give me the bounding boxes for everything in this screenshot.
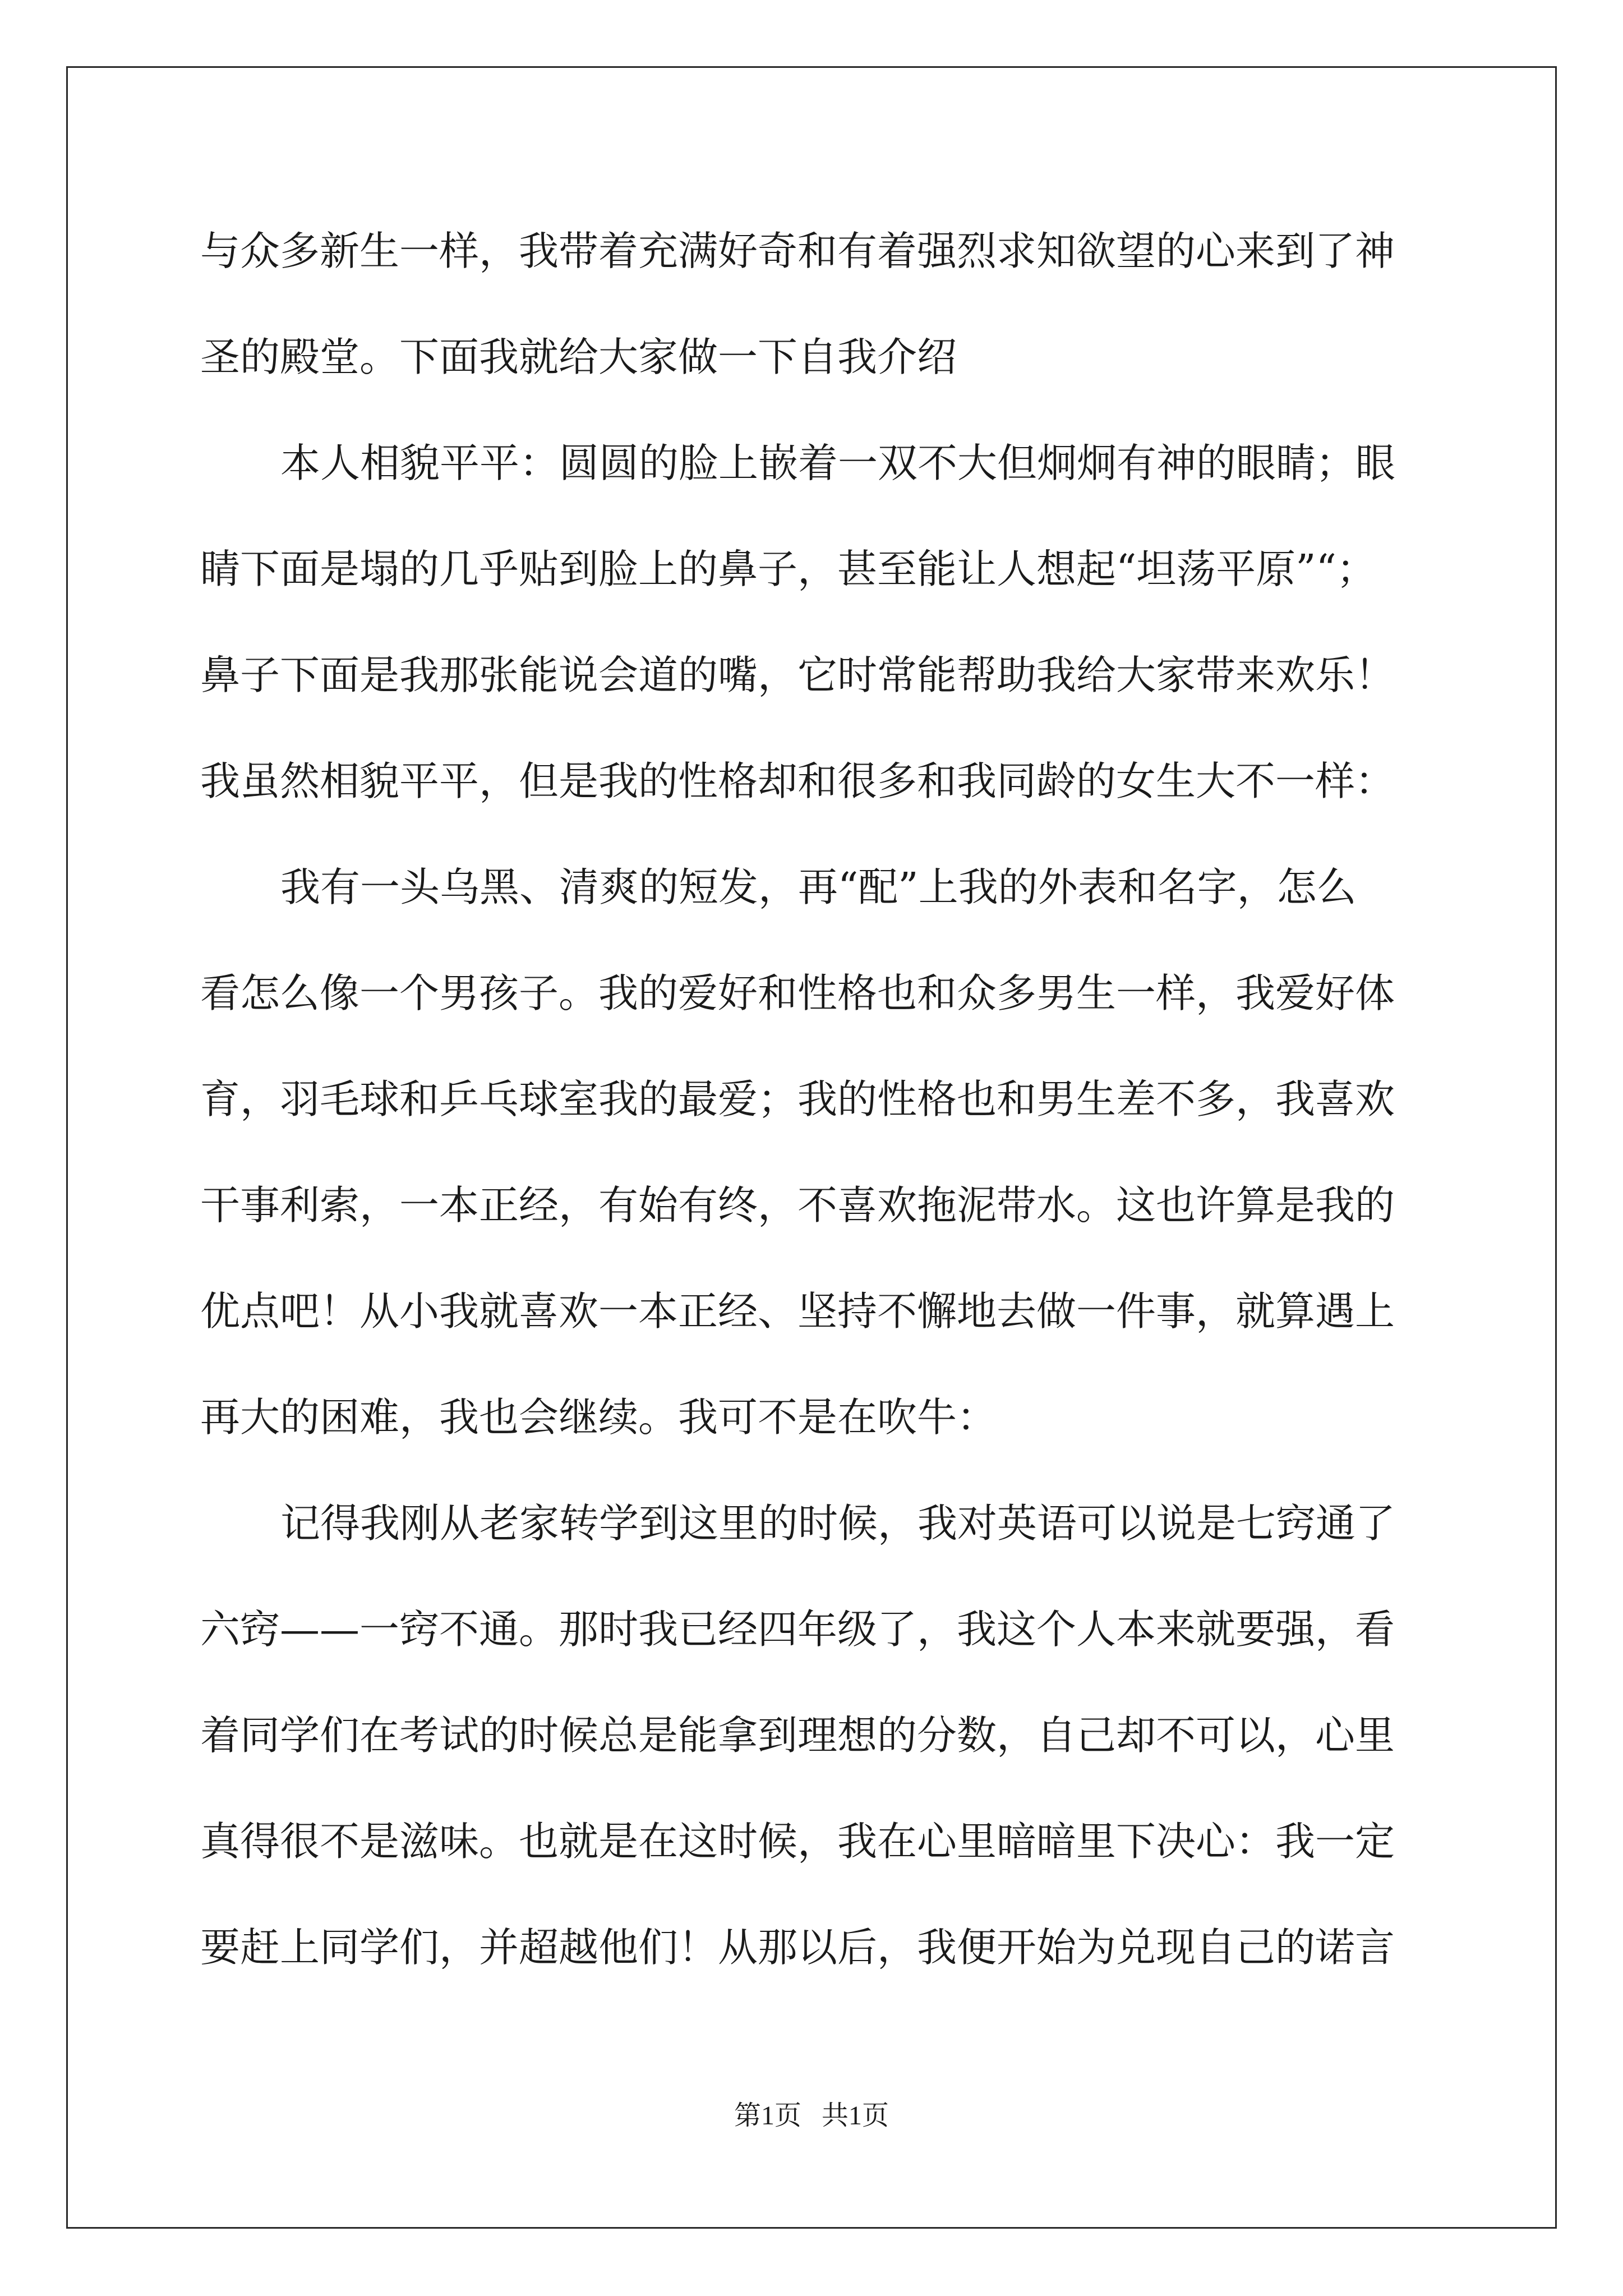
text-line: 圣的殿堂。下面我就给大家做一下自我介绍 — [200, 334, 957, 380]
text-line: 我虽然相貌平平，但是我的性格却和很多和我同龄的女生大不一样： — [200, 758, 1395, 804]
text-line: 着同学们在考试的时候总是能拿到理想的分数，自己却不可以，心里 — [200, 1712, 1395, 1759]
text-line: 要赶上同学们，并超越他们！从那以后，我便开始为兑现自己的诺言 — [200, 1924, 1395, 1971]
text-line: 优点吧！从小我就喜欢一本正经、坚持不懈地去做一件事，就算遇上 — [200, 1288, 1395, 1335]
text-line: 六窍——一窍不通。那时我已经四年级了，我这个人本来就要强，看 — [200, 1606, 1395, 1653]
text-line: 鼻子下面是我那张能说会道的嘴，它时常能帮助我给大家带来欢乐！ — [200, 652, 1395, 698]
page-border — [66, 66, 1557, 2229]
text-line: 与众多新生一样，我带着充满好奇和有着强烈求知欲望的心来到了神 — [200, 228, 1395, 274]
text-line: 育，羽毛球和乒乓球室我的最爱；我的性格也和男生差不多，我喜欢 — [200, 1076, 1395, 1122]
page-footer: 第1页 共1页 — [734, 2101, 889, 2131]
text-line: 看怎么像一个男孩子。我的爱好和性格也和众多男生一样，我爱好体 — [200, 970, 1395, 1016]
text-line: 真得很不是滋味。也就是在这时候，我在心里暗暗里下决心：我一定 — [200, 1818, 1395, 1865]
text-line: 再大的困难，我也会继续。我可不是在吹牛： — [200, 1394, 997, 1441]
paragraph-start-line: 记得我刚从老家转学到这里的时候，我对英语可以说是七窍通了 — [280, 1500, 1396, 1547]
text-line: 干事利索，一本正经，有始有终，不喜欢拖泥带水。这也许算是我的 — [200, 1182, 1395, 1228]
text-line: 睛下面是塌的几乎贴到脸上的鼻子，甚至能让人想起“坦荡平原”“； — [200, 546, 1376, 592]
paragraph-start-line: 我有一头乌黑、清爽的短发，再“配”上我的外表和名字，怎么 — [280, 864, 1357, 910]
paragraph-start-line: 本人相貌平平：圆圆的脸上嵌着一双不大但炯炯有神的眼睛；眼 — [280, 440, 1396, 486]
